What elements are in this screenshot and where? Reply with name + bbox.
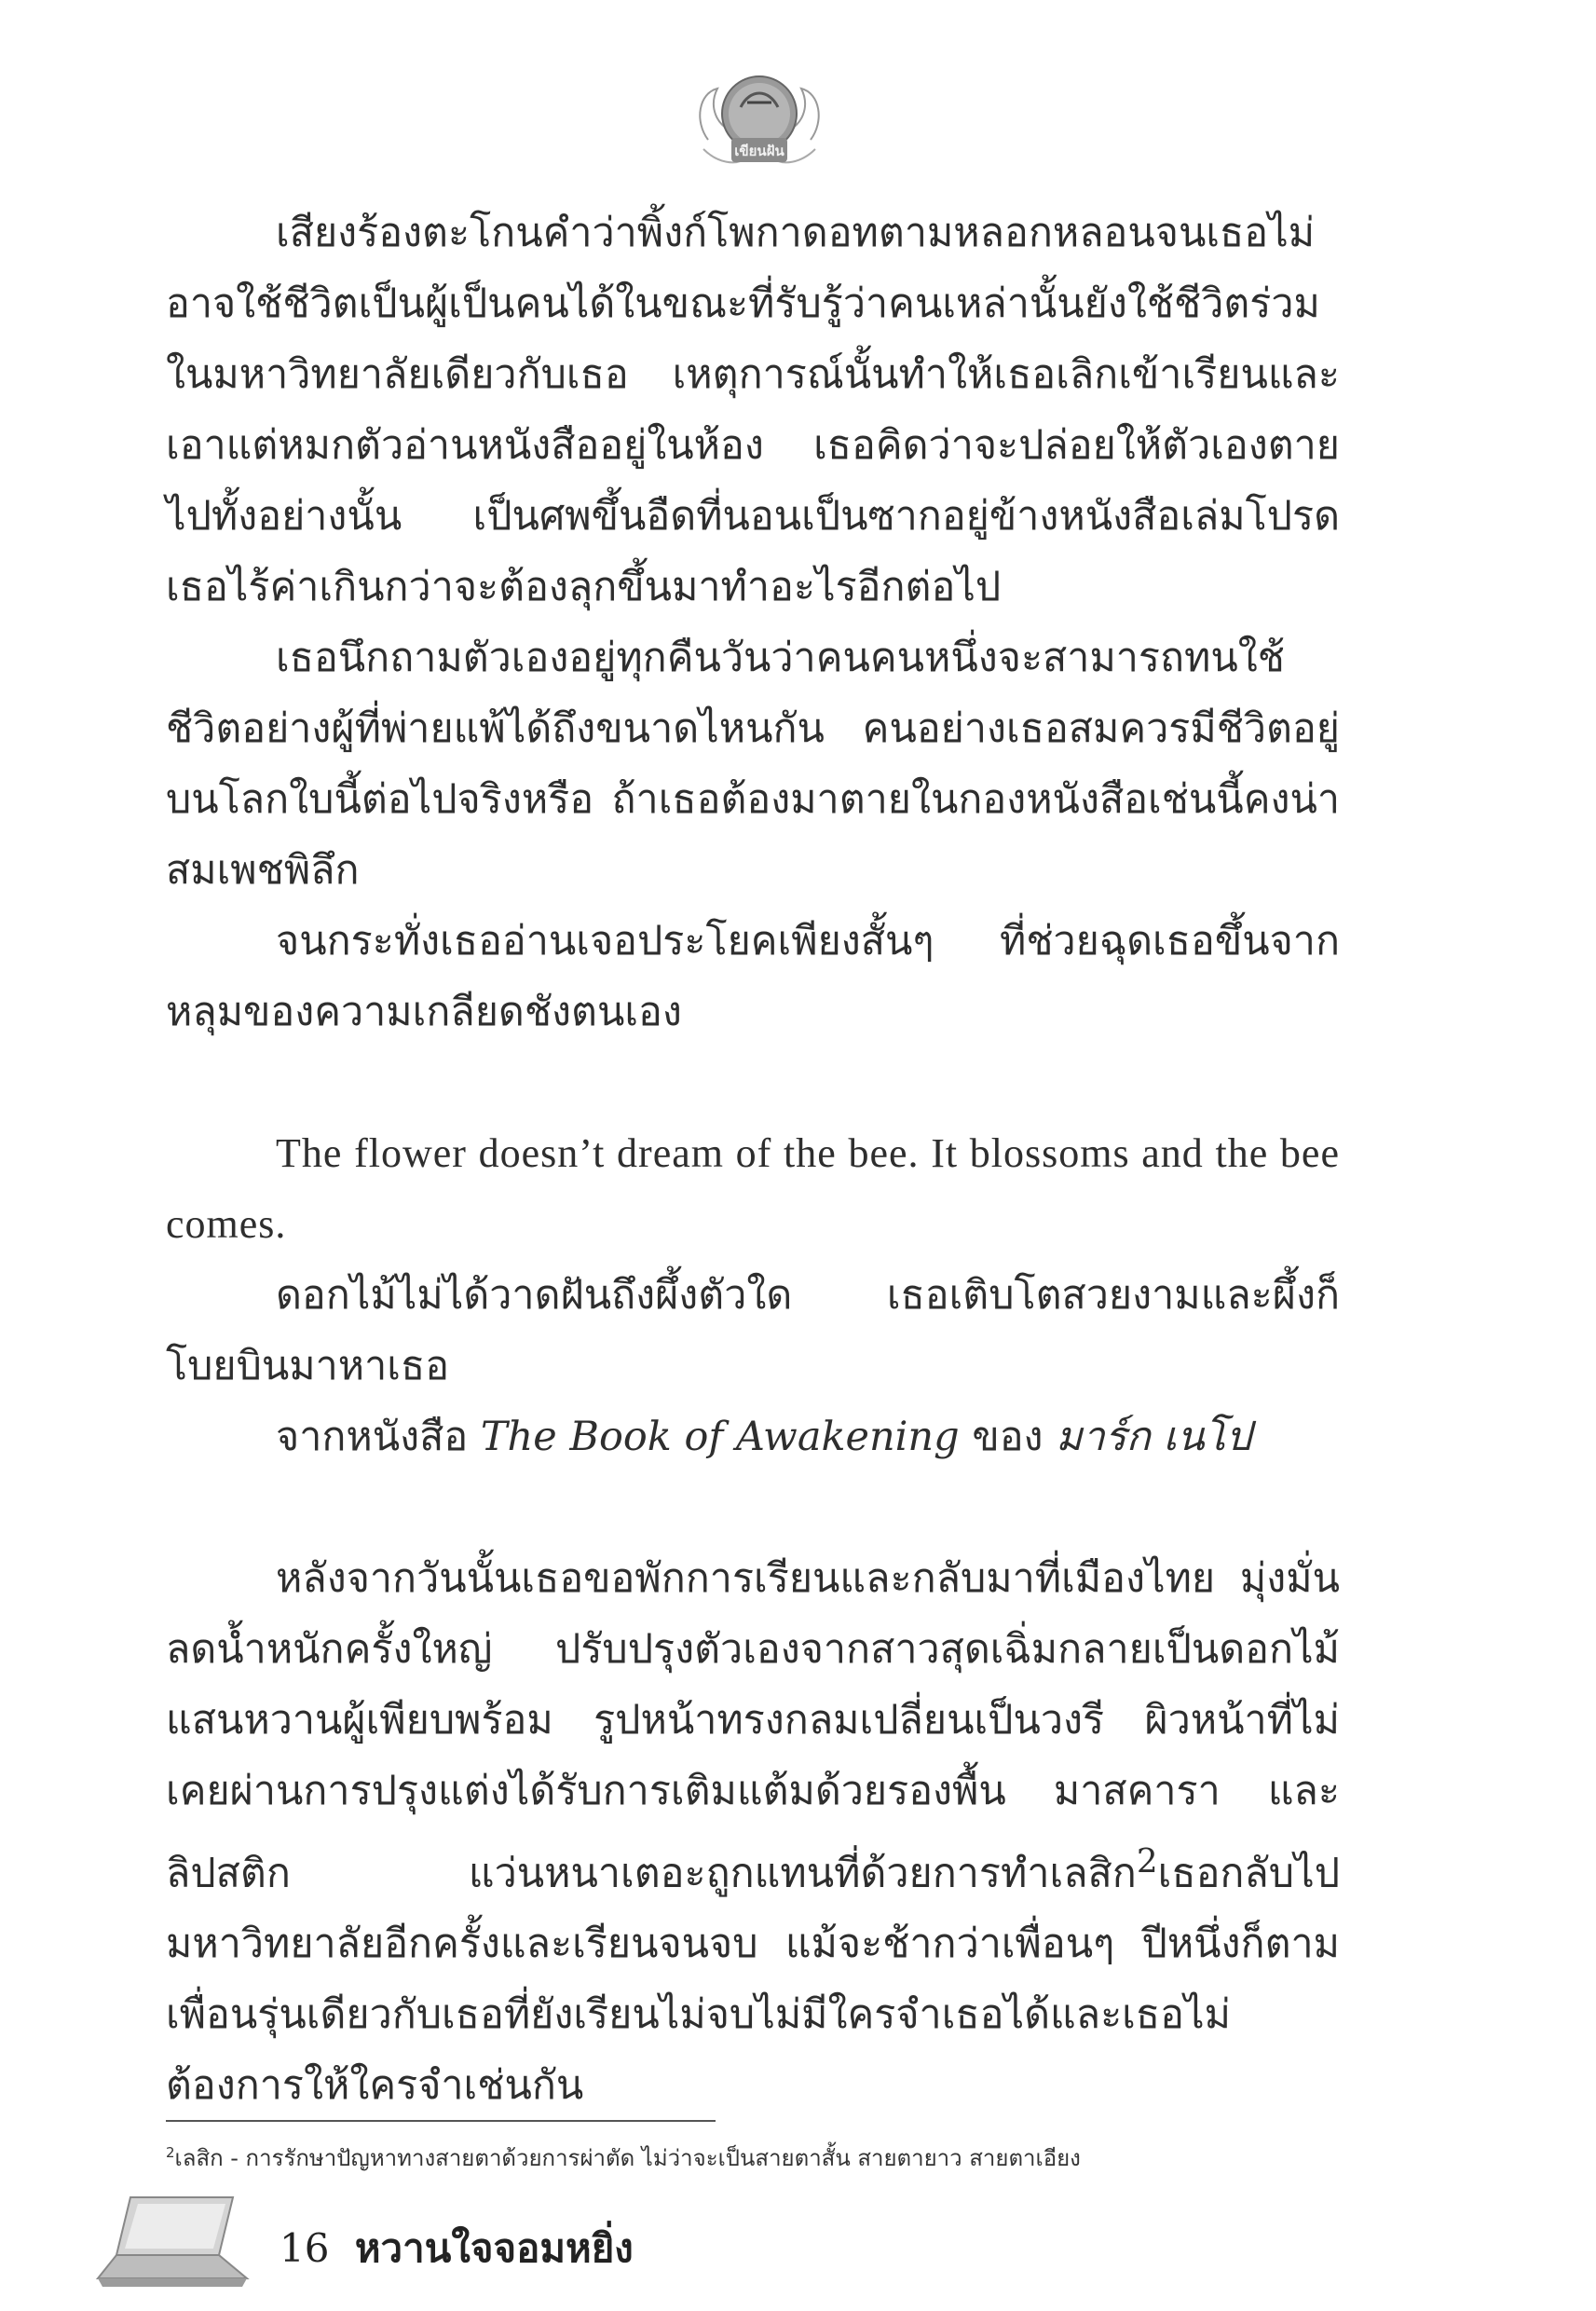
footnote-reference[interactable]: 2 xyxy=(1136,1842,1158,1880)
quote-thai: ดอกไม้ไม่ได้วาดฝันถึงผึ้งตัวใด เธอเติบโตสวยงามและผึ้งก็โบยบินมาหาเธอ xyxy=(166,1272,1340,1389)
quote-source-author: มาร์ก เนโป xyxy=(1056,1414,1251,1460)
footnote-divider xyxy=(166,2120,716,2122)
header-ornament-logo xyxy=(689,56,829,177)
footnote-text: เลสิก - การรักษาปัญหาทางสายตาด้วยการผ่าตัด ไม่ว่าจะเป็นสายตาสั้น สายตายาว สายตาเอียง xyxy=(174,2145,1081,2171)
paragraph-4-after: เธอกลับไปมหาวิทยาลัยอีกครั้งและเรียนจนจบ แม้จะช้ากว่าเพื่อนๆ ปีหนึ่งก็ตาม เพื่อนรุ่นเดียวกับเธอที่ยังเรียนไม่จบไม่มีใครจำเธอได้และเธอไม่ต้องการให้ใครจำเช่นกัน xyxy=(166,1850,1340,2110)
paragraph-3: จนกระทั่งเธออ่านเจอประโยคเพียงสั้นๆ ที่ช่วยฉุดเธอขึ้นจากหลุมของความเกลียดชังตนเอง xyxy=(166,918,1340,1035)
laptop-icon xyxy=(93,2190,252,2292)
paragraph-2: เธอนึกถามตัวเองอยู่ทุกคืนวันว่าคนคนหนึ่งจะสามารถทนใช้ชีวิตอย่างผู้ที่พ่ายแพ้ได้ถึงขนาดไหนกัน คนอย่างเธอสมควรมีชีวิตอยู่บนโลกใบนี้ต่อไปจริงหรือ ถ้าเธอต้องมาตายในกองหนังสือเช่นนี้คงน่าสมเพชพิลึก xyxy=(166,635,1340,894)
blank-line xyxy=(166,1047,1340,1118)
footnote xyxy=(166,2134,1340,2177)
quote-source-title: The Book of Awakening xyxy=(480,1414,960,1460)
quote-source-prefix: จากหนังสือ xyxy=(276,1414,481,1460)
page-number: 16 xyxy=(280,2225,330,2271)
blank-line xyxy=(166,1472,1340,1543)
page-footer xyxy=(280,2218,634,2279)
footnote-marker: 2 xyxy=(166,2144,175,2161)
quote-source-mid: ของ xyxy=(959,1414,1057,1460)
quote-english: The flower doesn’t dream of the bee. It blossoms and the bee comes. xyxy=(166,1130,1340,1247)
paragraph-4-before: หลังจากวันนั้นเธอขอพักการเรียนและกลับมาที่เมืองไทย มุ่งมั่นลดน้ำหนักครั้งใหญ่ ปรับปรุงตัวเองจากสาวสุดเฉิ่มกลายเป็นดอกไม้แสนหวานผู้เพียบพร้อม รูปหน้าทรงกลมเปลี่ยนเป็นวงรี ผิวหน้าที่ไม่เคยผ่านการปรุงแต่งได้รับการเติมแต้มด้วยรองพื้น มาสคารา และลิปสติก แว่นหนาเตอะถูกแทนที่ด้วยการทำเลสิก xyxy=(166,1555,1340,1897)
book-title: หวานใจจอมหยิ่ง xyxy=(354,2225,634,2271)
paragraph-1: เสียงร้องตะโกนคำว่าพิ้งก์โพกาดอทตามหลอกหลอนจนเธอไม่อาจใช้ชีวิตเป็นผู้เป็นคนได้ในขณะที่รับรู้ว่าคนเหล่านั้นยังใช้ชีวิตร่วมในมหาวิทยาลัยเดียวกับเธอ เหตุการณ์นั้นทำให้เธอเลิกเข้าเรียนและเอาแต่หมกตัวอ่านหนังสืออยู่ในห้อง เธอคิดว่าจะปล่อยให้ตัวเองตายไปทั้งอย่างนั้น เป็นศพขึ้นอืดที่นอนเป็นซากอยู่ข้างหนังสือเล่มโปรด เธอไร้ค่าเกินกว่าจะต้องลุกขึ้นมาทำอะไรอีกต่อไป xyxy=(166,210,1340,610)
body-text-top xyxy=(166,198,1340,2121)
svg-text:เขียนฝัน: เขียนฝัน xyxy=(734,143,784,159)
quote-source xyxy=(166,1402,1340,1472)
paragraph-4 xyxy=(166,1543,1340,2121)
